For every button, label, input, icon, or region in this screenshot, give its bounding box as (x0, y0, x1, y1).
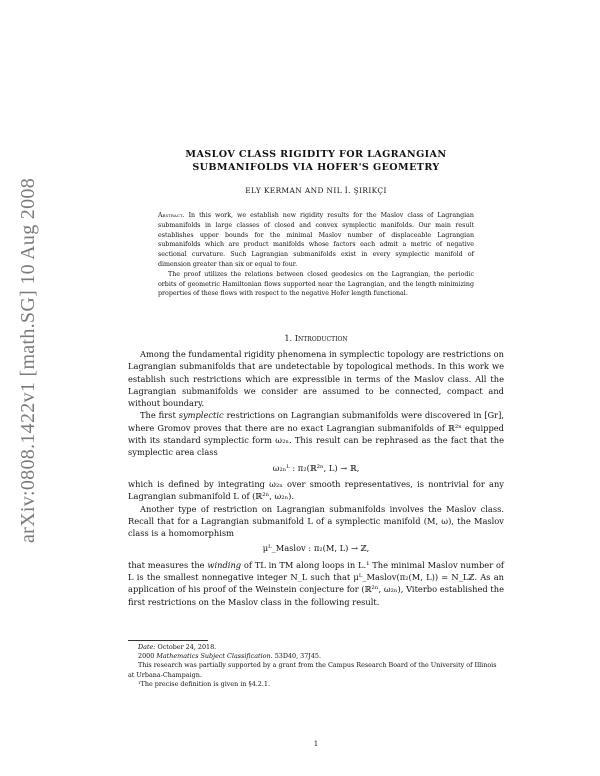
equation-area-class: ω₂ₙᴸ : π₂(ℝ²ⁿ, L) → ℝ, (272, 462, 360, 473)
body-p5-emphasis: winding (207, 559, 242, 570)
body-p2-end: restrictions on Lagrangian submanifolds were discovered in [Gr], where Gromov proves that there are no exact Lagrangian submanifolds of ℝ²ⁿ equipped with its standard symplectic form ω₂ₙ. This result can be rephrased as the fact that the symplectic area class (128, 410, 505, 458)
body-text (128, 348, 504, 608)
abstract-label: Abstract. (158, 212, 185, 219)
body-p2-emphasis: symplectic (178, 410, 224, 421)
footnotes (128, 640, 504, 689)
arxiv-id: arXiv:0808.1422v1 [math.SG] 10 Aug 2008 (16, 177, 39, 543)
body-paragraph-3: which is defined by integrating ω₂ₙ over smooth representatives, is nontrivial for any Lagrangian submanifold L of (ℝ²ⁿ, ω₂ₙ). (128, 478, 504, 502)
abstract-paragraph-2: The proof utilizes the relations between closed geodesics on the Lagrangian, the periodic orbits of geometric Hamiltonian flows supported near the Lagrangian, and the length minimizing properties of these flows with respect to the negative Hofer length functional. (158, 270, 474, 298)
abstract-text-1: In this work, we establish new rigidity results for the Maslov class of Lagrangian submanifolds in large classes of closed and convex symplectic manifolds. Our main result establishes upper bounds for the minimal Maslov number of displaceable Lagrangian submanifolds which are product manifolds whose factors each admit a metric of negative sectional curvature. Such Lagrangian submanifolds exist in every symplectic manifold of dimension greater than six or equal to four. (158, 212, 474, 268)
body-p2-start: The first (140, 410, 176, 421)
abstract (158, 211, 474, 299)
date-value: October 24, 2018. (157, 643, 217, 651)
msc-year: 2000 (138, 652, 155, 661)
msc-label: Mathematics Subject Classification. (156, 652, 273, 661)
paper-title (128, 148, 504, 174)
msc-codes: 53D40, 37J45. (274, 652, 321, 661)
section-heading (128, 333, 504, 343)
body-paragraph-1: Among the fundamental rigidity phenomena in symplectic topology are restrictions on Lagrangian submanifolds that are undetectable by topological methods. In this work we establish such restrictions which are expressible in terms of the Maslov class. All the Lagrangian submanifolds we consider are assumed to be connected, compact and without boundary. (128, 349, 504, 409)
footnote-rule (128, 640, 208, 641)
body-paragraph-5 (128, 559, 504, 608)
body-p5-start: that measures the (128, 559, 205, 570)
footnote-msc (128, 652, 504, 661)
date-label: Date: (138, 643, 156, 651)
body-paragraph-4: Another type of restriction on Lagrangian submanifolds involves the Maslov class. Recall that for a Lagrangian submanifold L of a symplectic manifold (M, ω), the Maslov class is a homomorphism (128, 503, 504, 539)
abstract-paragraph-1 (158, 211, 474, 270)
footnote-date (128, 643, 504, 652)
title-line-1: MASLOV CLASS RIGIDITY FOR LAGRANGIAN (185, 149, 447, 160)
title-line-2: SUBMANIFOLDS VIA HOFER'S GEOMETRY (192, 162, 440, 173)
section-number: 1. (284, 333, 293, 343)
page-number: 1 (313, 740, 319, 748)
body-p5-end: of TL in TM along loops in L.¹ The minimal Maslov number of L is the smallest nonnegative integer N_L such that μᴸ_Maslov(π₂(M, L)) = N_Lℤ. As an application of his proof of the Weinstein conjecture for (ℝ²ⁿ, ω₂ₙ), Viterbo established the first restrictions on the Maslov class in the following result. (128, 559, 505, 607)
body-paragraph-2 (128, 409, 504, 458)
footnote-1: ¹The precise definition is given in §4.2.1. (138, 679, 271, 688)
section-title: Introduction (294, 333, 348, 343)
arxiv-stamp (8, 150, 48, 570)
footnote-grant: This research was partially supported by a grant from the Campus Research Board of the University of Illinois at Urbana-Champaign. (128, 661, 497, 679)
equation-maslov-class: μᴸ_Maslov : π₂(M, L) → ℤ, (262, 543, 370, 554)
authors: ELY KERMAN AND NIL İ. ŞIRIKÇI (245, 186, 387, 195)
